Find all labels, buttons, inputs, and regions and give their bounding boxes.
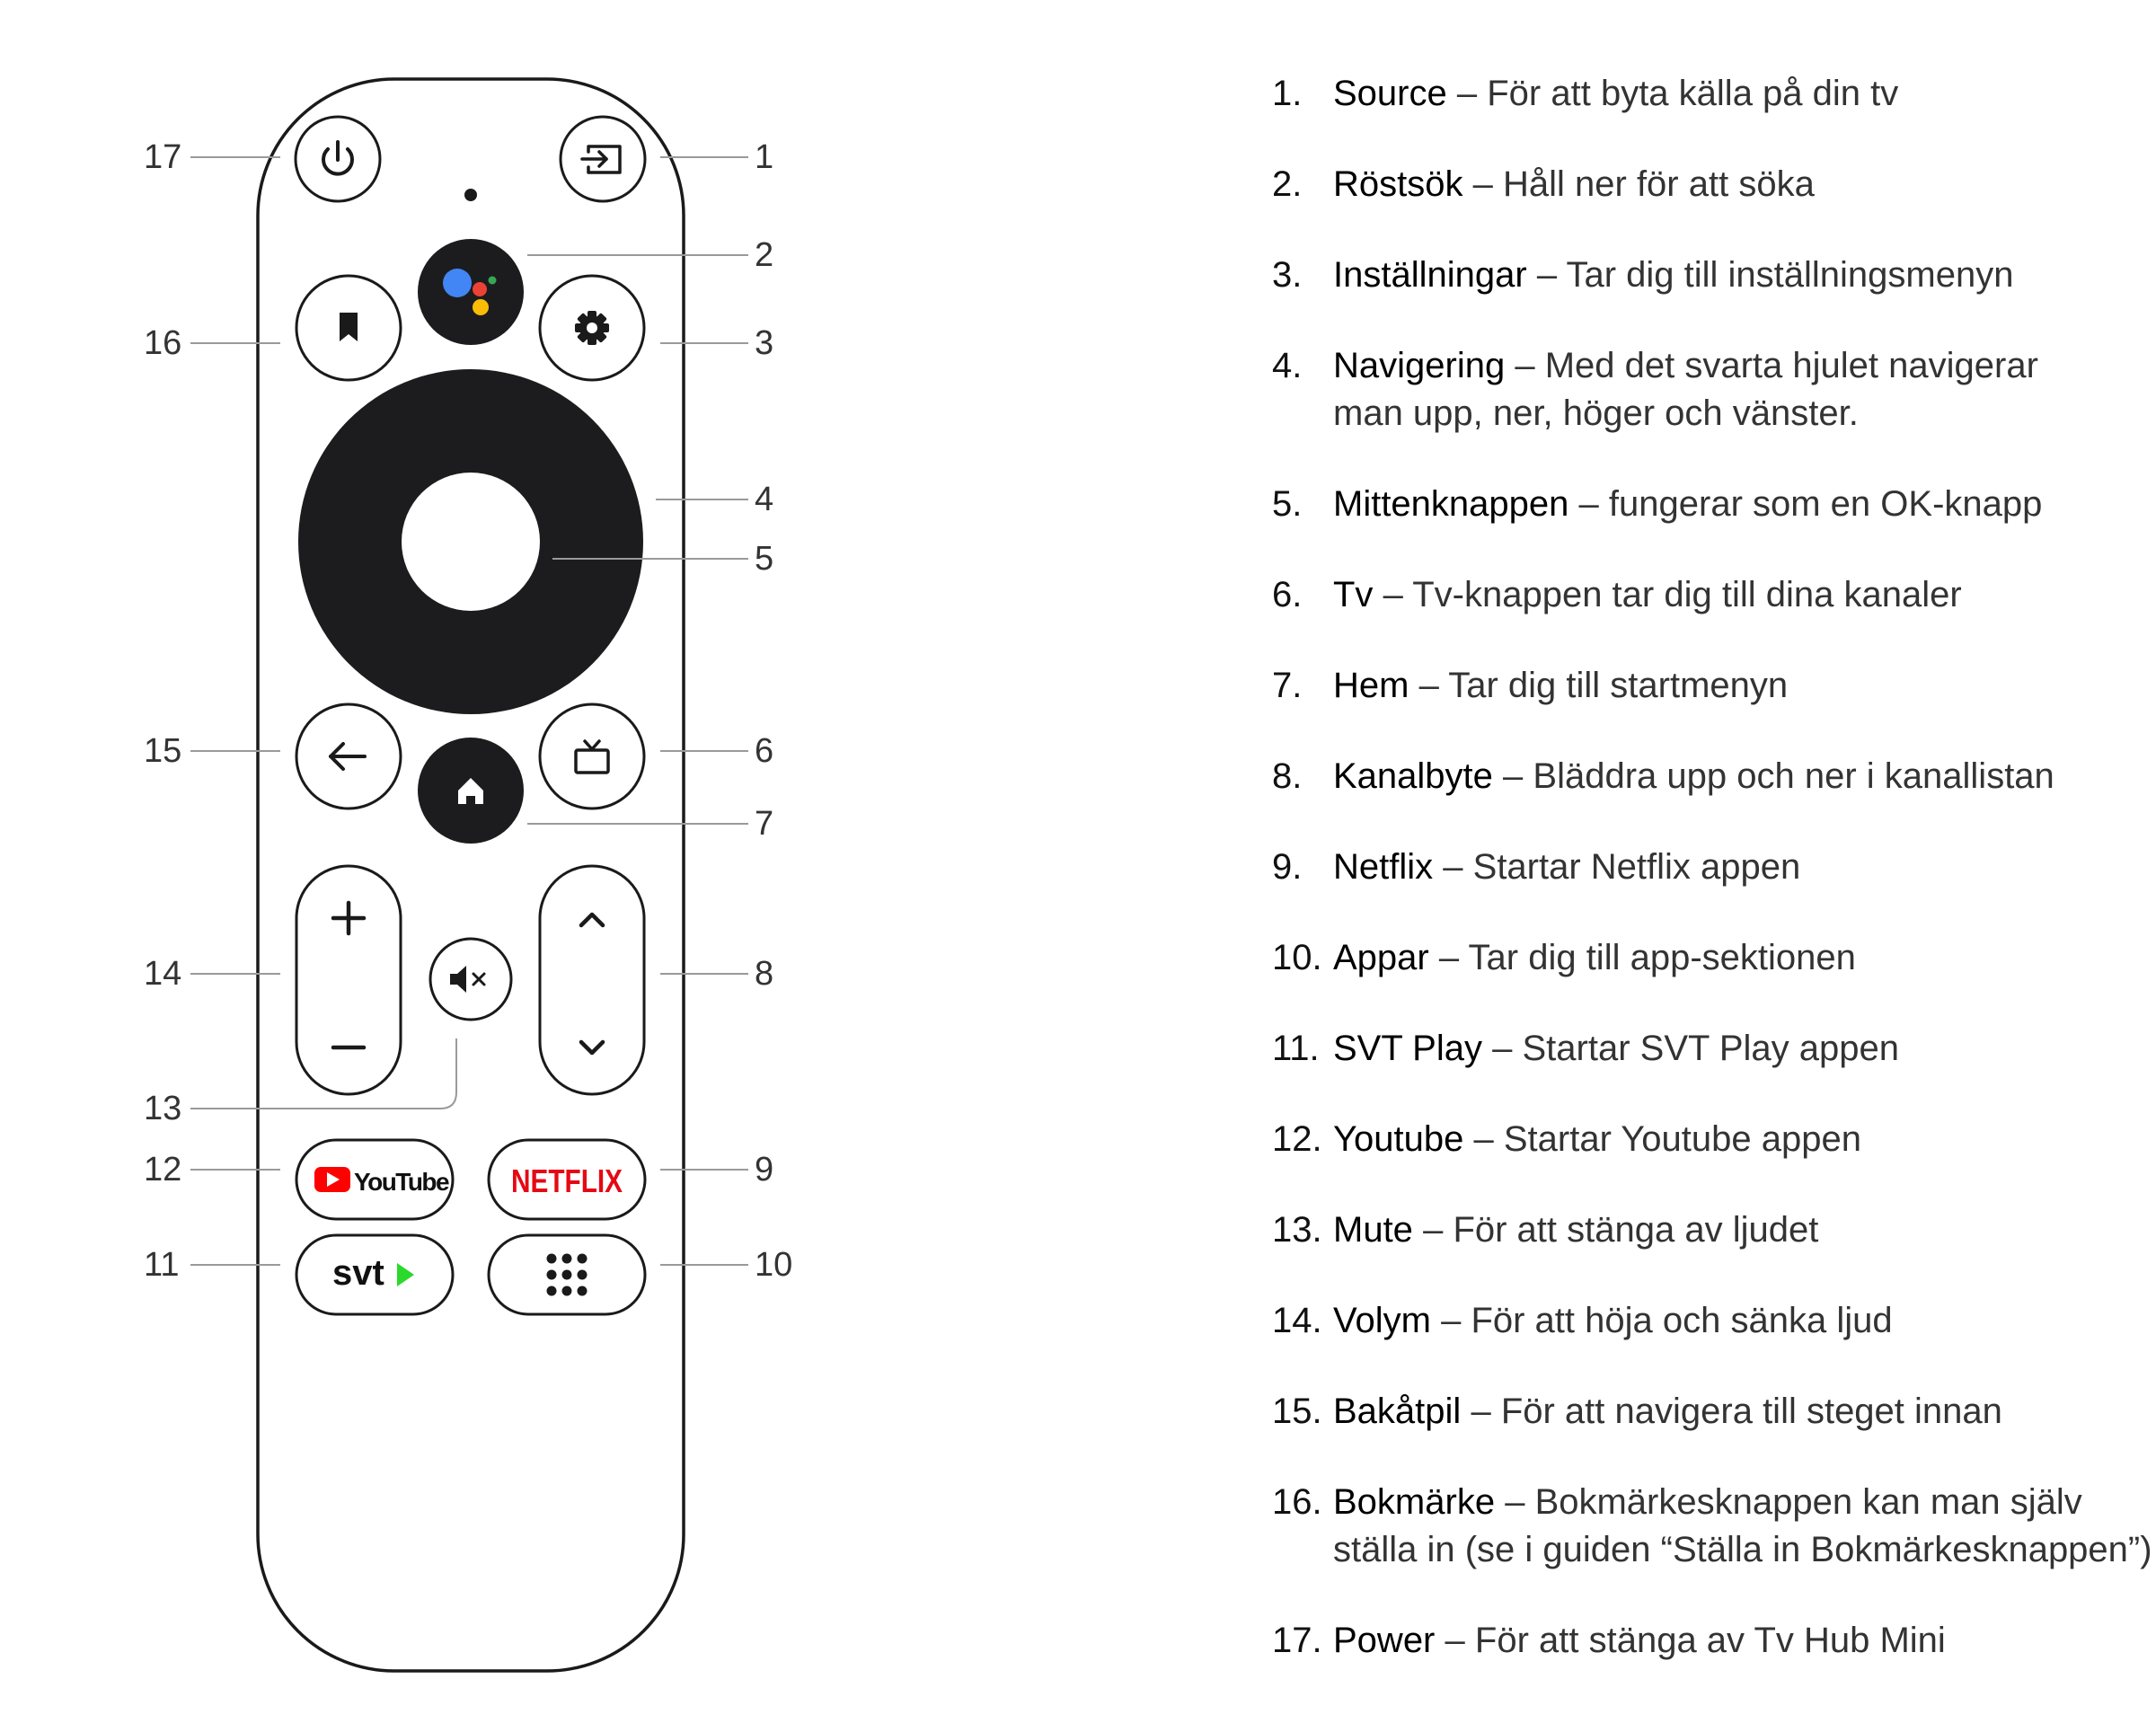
legend-item [1272, 753, 2152, 800]
legend-item [1272, 662, 2152, 710]
legend-number: 11. [1272, 1029, 1320, 1068]
volume-rocker[interactable] [296, 866, 401, 1094]
legend-number: 8. [1272, 756, 1303, 796]
remote-illustration [0, 0, 898, 1732]
legend-item [1272, 571, 2152, 619]
legend-number: 15. [1272, 1392, 1322, 1431]
callout-number-16: 16 [144, 324, 182, 362]
legend-number: 6. [1272, 575, 1303, 614]
callout-number-13: 13 [144, 1090, 182, 1127]
legend-button-name: SVT Play [1333, 1029, 1482, 1068]
legend-button-name: Bokmärke [1333, 1482, 1496, 1522]
legend-dash: – [1418, 666, 1439, 705]
legend-item [1272, 1297, 2152, 1345]
legend-dash: – [1423, 1210, 1444, 1250]
legend-description: Med det svarta hjulet navigerar [1544, 346, 2038, 385]
legend-description: fungerar som en OK-knapp [1608, 484, 2043, 524]
legend-item [1272, 1388, 2152, 1436]
legend-dash: – [1536, 255, 1558, 295]
callout-number-1: 1 [755, 138, 774, 176]
legend-description: För att stänga av ljudet [1453, 1210, 1819, 1250]
legend-description: För att byta källa på din tv [1487, 74, 1899, 113]
settings-button[interactable] [540, 276, 644, 380]
source-button[interactable] [561, 117, 645, 201]
mute-button[interactable] [430, 939, 511, 1020]
apps-button[interactable] [489, 1235, 645, 1314]
remote-diagram [0, 0, 898, 1732]
legend-number: 14. [1272, 1301, 1322, 1340]
legend-number: 17. [1272, 1621, 1322, 1660]
callout-number-15: 15 [144, 732, 182, 770]
legend-dash: – [1503, 756, 1524, 796]
callout-number-4: 4 [755, 481, 774, 518]
legend-number: 3. [1272, 255, 1303, 295]
legend-button-name: Appar [1333, 938, 1429, 977]
legend-description: Startar Netflix appen [1472, 847, 1801, 887]
tv-button[interactable] [540, 704, 644, 809]
ok-button[interactable] [402, 473, 540, 611]
legend-item [1272, 1116, 2152, 1163]
legend-item [1272, 844, 2152, 891]
legend-dash: – [1383, 575, 1403, 614]
legend-description: Tar dig till inställningsmenyn [1566, 255, 2014, 295]
legend-button-name: Mittenknappen [1333, 484, 1569, 524]
channel-rocker[interactable] [540, 866, 644, 1094]
legend-description: Startar SVT Play appen [1522, 1029, 1899, 1068]
legend-number: 2. [1272, 164, 1303, 204]
legend-item [1272, 934, 2152, 982]
legend-item [1272, 342, 2152, 437]
legend-description: För att höja och sänka ljud [1471, 1301, 1893, 1340]
legend-number: 5. [1272, 484, 1303, 524]
callout-number-10: 10 [755, 1246, 793, 1284]
legend-description: Håll ner för att söka [1503, 164, 1815, 204]
callout-number-17: 17 [144, 138, 182, 176]
legend-button-name: Tv [1333, 575, 1374, 614]
svt-logo-text: svt [332, 1253, 384, 1293]
legend-dash: – [1456, 74, 1478, 113]
bookmark-button[interactable] [296, 276, 401, 380]
legend-button-name: Bakåtpil [1333, 1392, 1462, 1431]
callout-number-12: 12 [144, 1151, 182, 1189]
legend-number: 10. [1272, 938, 1322, 977]
legend-item [1272, 481, 2152, 528]
callout-number-11: 11 [144, 1246, 180, 1284]
legend-number: 16. [1272, 1482, 1322, 1522]
button-legend [1272, 70, 2152, 1708]
legend-description: Bläddra upp och ner i kanallistan [1533, 756, 2054, 796]
callout-number-9: 9 [755, 1151, 774, 1189]
legend-description: Tar dig till startmenyn [1448, 666, 1789, 705]
netflix-logo-text: NETFLIX [511, 1162, 623, 1199]
legend-dash: – [1505, 1482, 1525, 1522]
legend-item [1272, 1025, 2152, 1073]
youtube-button[interactable] [296, 1140, 453, 1219]
legend-item [1272, 252, 2152, 299]
legend-button-name: Hem [1333, 666, 1409, 705]
legend-number: 9. [1272, 847, 1303, 887]
legend-dash: – [1515, 346, 1535, 385]
legend-item [1272, 70, 2152, 118]
legend-dash: – [1443, 847, 1463, 887]
legend-button-name: Power [1333, 1621, 1436, 1660]
callout-number-6: 6 [755, 732, 774, 770]
legend-description: Startar Youtube appen [1503, 1119, 1861, 1159]
legend-button-name: Röstsök [1333, 164, 1463, 204]
status-led [464, 189, 477, 201]
svt-play-button[interactable] [296, 1235, 453, 1314]
callout-number-3: 3 [755, 324, 774, 362]
power-button[interactable] [296, 117, 380, 201]
legend-dash: – [1578, 484, 1599, 524]
back-button[interactable] [296, 704, 401, 809]
legend-dash: – [1438, 938, 1460, 977]
callout-number-8: 8 [755, 955, 774, 993]
legend-description: Tar dig till app-sektionen [1468, 938, 1856, 977]
assistant-button[interactable] [418, 239, 524, 345]
legend-item [1272, 1206, 2152, 1254]
callout-number-7: 7 [755, 805, 774, 843]
legend-button-name: Mute [1333, 1210, 1413, 1250]
apps-grid-icon [547, 1254, 588, 1296]
legend-button-name: Volym [1333, 1301, 1431, 1340]
legend-button-name: Navigering [1333, 346, 1506, 385]
legend-number: 12. [1272, 1119, 1322, 1159]
legend-button-name: Netflix [1333, 847, 1434, 887]
legend-number: 4. [1272, 346, 1303, 385]
legend-dash: – [1445, 1621, 1465, 1660]
callout-number-5: 5 [755, 540, 774, 578]
legend-dash: – [1472, 164, 1493, 204]
legend-description-continued: man upp, ner, höger och vänster. [1333, 393, 1859, 433]
legend-item [1272, 1479, 2152, 1574]
legend-item [1272, 1617, 2152, 1665]
netflix-button[interactable] [489, 1140, 645, 1219]
legend-dash: – [1473, 1119, 1494, 1159]
legend-number: 13. [1272, 1210, 1322, 1250]
legend-dash: – [1441, 1301, 1462, 1340]
gear-icon [575, 311, 609, 345]
callout-number-2: 2 [755, 236, 774, 274]
legend-description: För att stänga av Tv Hub Mini [1474, 1621, 1946, 1660]
legend-number: 7. [1272, 666, 1303, 705]
legend-button-name: Kanalbyte [1333, 756, 1493, 796]
callout-number-14: 14 [144, 955, 182, 993]
legend-number: 1. [1272, 74, 1303, 113]
legend-dash: – [1492, 1029, 1513, 1068]
legend-description: Tv-knappen tar dig till dina kanaler [1412, 575, 1962, 614]
legend-description-continued: ställa in (se i guiden “Ställa in Bokmärkesknappen”) [1333, 1530, 2152, 1569]
home-button[interactable] [418, 738, 524, 844]
legend-button-name: Inställningar [1333, 255, 1527, 295]
youtube-logo-text: YouTube [354, 1168, 449, 1196]
legend-button-name: Youtube [1333, 1119, 1464, 1159]
legend-button-name: Source [1333, 74, 1447, 113]
legend-dash: – [1471, 1392, 1491, 1431]
legend-item [1272, 161, 2152, 208]
legend-description: Bokmärkesknappen kan man själv [1534, 1482, 2082, 1522]
legend-description: För att navigera till steget innan [1500, 1392, 2002, 1431]
